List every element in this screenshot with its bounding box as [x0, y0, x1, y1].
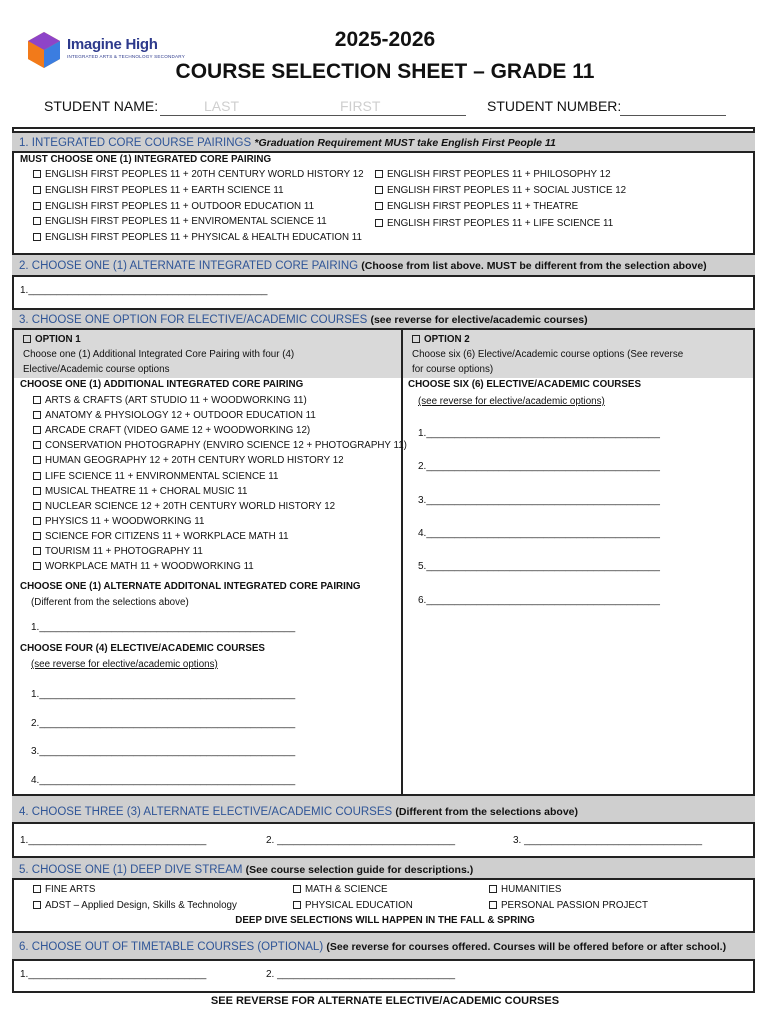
additional-pairing-option[interactable]: ARCADE CRAFT (VIDEO GAME 12 + WOODWORKING 12): [33, 424, 310, 438]
alt-pairing-note: (Different from the selections above): [31, 597, 189, 608]
section-4-header: 4. CHOOSE THREE (3) ALTERNATE ELECTIVE/ACADEMIC COURSES (Different from the selections above): [12, 794, 755, 824]
additional-pairing-option[interactable]: ARTS & CRAFTS (ART STUDIO 11 + WOODWORKING 11): [33, 394, 307, 408]
core-pairing-option[interactable]: ENGLISH FIRST PEOPLES 11 + ENVIROMENTAL SCIENCE 11: [33, 215, 327, 229]
s6-line-1[interactable]: 1.________________________________: [20, 969, 207, 980]
option-1-heading: CHOOSE ONE (1) ADDITIONAL INTEGRATED CORE PAIRING: [20, 379, 304, 390]
additional-pairing-option[interactable]: NUCLEAR SCIENCE 12 + 20TH CENTURY WORLD HISTORY 12: [33, 500, 335, 514]
page-footer: SEE REVERSE FOR ALTERNATE ELECTIVE/ACADEMIC COURSES: [210, 995, 560, 1007]
elective-line[interactable]: 4.__________________________________________: [418, 527, 660, 539]
student-number-field[interactable]: [620, 115, 726, 116]
deep-dive-humanities[interactable]: HUMANITIES: [489, 883, 561, 897]
first-name-field[interactable]: FIRST: [340, 98, 381, 114]
deep-dive-footer: DEEP DIVE SELECTIONS WILL HAPPEN IN THE FALL & SPRING: [235, 915, 535, 926]
core-pairing-option[interactable]: ENGLISH FIRST PEOPLES 11 + OUTDOOR EDUCATION 11: [33, 200, 314, 214]
core-pairing-option[interactable]: ENGLISH FIRST PEOPLES 11 + PHYSICAL & HEALTH EDUCATION 11: [33, 231, 362, 245]
s4-line-2[interactable]: 2. ________________________________: [266, 835, 456, 846]
s6-line-2[interactable]: 2. ________________________________: [266, 969, 456, 980]
last-name-field[interactable]: LAST: [204, 98, 240, 114]
section-2-line[interactable]: 1.___________________________________________: [20, 285, 268, 296]
page-title: COURSE SELECTION SHEET – GRADE 11: [175, 60, 595, 83]
elective-line[interactable]: 3.__________________________________________: [418, 494, 660, 506]
elective-line[interactable]: 4.______________________________________________: [31, 775, 296, 787]
additional-pairing-option[interactable]: ANATOMY & PHYSIOLOGY 12 + OUTDOOR EDUCATION 11: [33, 409, 316, 423]
additional-pairing-option[interactable]: WORKPLACE MATH 11 + WOODWORKING 11: [33, 560, 254, 574]
section-1-must: MUST CHOOSE ONE (1) INTEGRATED CORE PAIRING: [20, 154, 272, 165]
four-electives-heading: CHOOSE FOUR (4) ELECTIVE/ACADEMIC COURSES: [20, 643, 265, 654]
additional-pairing-option[interactable]: HUMAN GEOGRAPHY 12 + 20TH CENTURY WORLD HISTORY 12: [33, 454, 344, 468]
deep-dive-fine-arts[interactable]: FINE ARTS: [33, 883, 95, 897]
alt-pairing-line[interactable]: 1.______________________________________________: [31, 622, 296, 633]
school-year: 2025-2026: [334, 28, 436, 51]
option-2-checkbox[interactable]: [412, 335, 420, 343]
section-1-header: 1. INTEGRATED CORE COURSE PAIRINGS *Graduation Requirement MUST take English First People 11: [12, 131, 755, 153]
section-6-header: 6. CHOOSE OUT OF TIMETABLE COURSES (OPTIONAL) (See reverse for courses offered. Courses will be offered before or after school.): [12, 931, 755, 961]
core-pairing-option[interactable]: ENGLISH FIRST PEOPLES 11 + 20TH CENTURY WORLD HISTORY 12: [33, 168, 364, 182]
option-1-checkbox[interactable]: [23, 335, 31, 343]
four-electives-link[interactable]: (see reverse for elective/academic options): [31, 659, 218, 670]
alt-pairing-heading: CHOOSE ONE (1) ALTERNATE ADDITONAL INTEGRATED CORE PAIRING: [20, 581, 361, 592]
option-2-heading: CHOOSE SIX (6) ELECTIVE/ACADEMIC COURSES: [408, 379, 641, 390]
section-2-header: 2. CHOOSE ONE (1) ALTERNATE INTEGRATED CORE PAIRING (Choose from list above. MUST be different from the selection above): [12, 253, 755, 277]
s4-line-1[interactable]: 1.________________________________: [20, 835, 207, 846]
deep-dive-math-science[interactable]: MATH & SCIENCE: [293, 883, 388, 897]
column-divider: [401, 330, 403, 794]
option-2-link[interactable]: (see reverse for elective/academic options): [418, 396, 605, 407]
logo-subtitle: INTEGRATED ARTS & TECHNOLOGY SECONDARY: [67, 54, 185, 59]
core-pairing-option[interactable]: ENGLISH FIRST PEOPLES 11 + SOCIAL JUSTICE 12: [375, 184, 626, 198]
s4-line-3[interactable]: 3. ________________________________: [513, 835, 703, 846]
student-number-label: STUDENT NUMBER:: [487, 98, 622, 114]
option-1-header: OPTION 1 Choose one (1) Additional Integrated Core Pairing with four (4) Elective/Academic course options: [14, 330, 401, 378]
core-pairing-option[interactable]: ENGLISH FIRST PEOPLES 11 + EARTH SCIENCE 11: [33, 184, 284, 198]
additional-pairing-option[interactable]: CONSERVATION PHOTOGRAPHY (ENVIRO SCIENCE 12 + PHOTOGRAPHY 11): [33, 439, 407, 453]
elective-line[interactable]: 3.______________________________________________: [31, 746, 296, 758]
student-name-label: STUDENT NAME:: [44, 98, 159, 114]
section-5-header: 5. CHOOSE ONE (1) DEEP DIVE STREAM (See course selection guide for descriptions.): [12, 856, 755, 880]
elective-line[interactable]: 6.__________________________________________: [418, 594, 660, 606]
elective-line[interactable]: 2.__________________________________________: [418, 461, 660, 473]
section-3-header: 3. CHOOSE ONE OPTION FOR ELECTIVE/ACADEMIC COURSES (see reverse for elective/academic courses): [12, 308, 755, 330]
deep-dive-pe[interactable]: PHYSICAL EDUCATION: [293, 899, 413, 913]
additional-pairing-option[interactable]: LIFE SCIENCE 11 + ENVIRONMENTAL SCIENCE 11: [33, 470, 278, 484]
elective-line[interactable]: 1.______________________________________________: [31, 689, 296, 700]
additional-pairing-option[interactable]: PHYSICS 11 + WOODWORKING 11: [33, 515, 204, 529]
additional-pairing-option[interactable]: TOURISM 11 + PHOTOGRAPHY 11: [33, 545, 203, 559]
deep-dive-passion[interactable]: PERSONAL PASSION PROJECT: [489, 899, 648, 913]
elective-line[interactable]: 5.__________________________________________: [418, 561, 660, 573]
elective-line[interactable]: 2.______________________________________________: [31, 717, 296, 729]
core-pairing-option[interactable]: ENGLISH FIRST PEOPLES 11 + PHILOSOPHY 12: [375, 168, 611, 182]
option-2-header: OPTION 2 Choose six (6) Elective/Academic course options (See reverse for course options): [403, 330, 753, 378]
elective-line[interactable]: 1.__________________________________________: [418, 428, 660, 439]
additional-pairing-option[interactable]: MUSICAL THEATRE 11 + CHORAL MUSIC 11: [33, 485, 247, 499]
additional-pairing-option[interactable]: SCIENCE FOR CITIZENS 11 + WORKPLACE MATH 11: [33, 530, 289, 544]
logo-name: Imagine High: [67, 36, 158, 53]
core-pairing-option[interactable]: ENGLISH FIRST PEOPLES 11 + LIFE SCIENCE 11: [375, 217, 613, 231]
core-pairing-option[interactable]: ENGLISH FIRST PEOPLES 11 + THEATRE: [375, 200, 578, 214]
deep-dive-adst[interactable]: ADST – Applied Design, Skills & Technology: [33, 899, 237, 913]
